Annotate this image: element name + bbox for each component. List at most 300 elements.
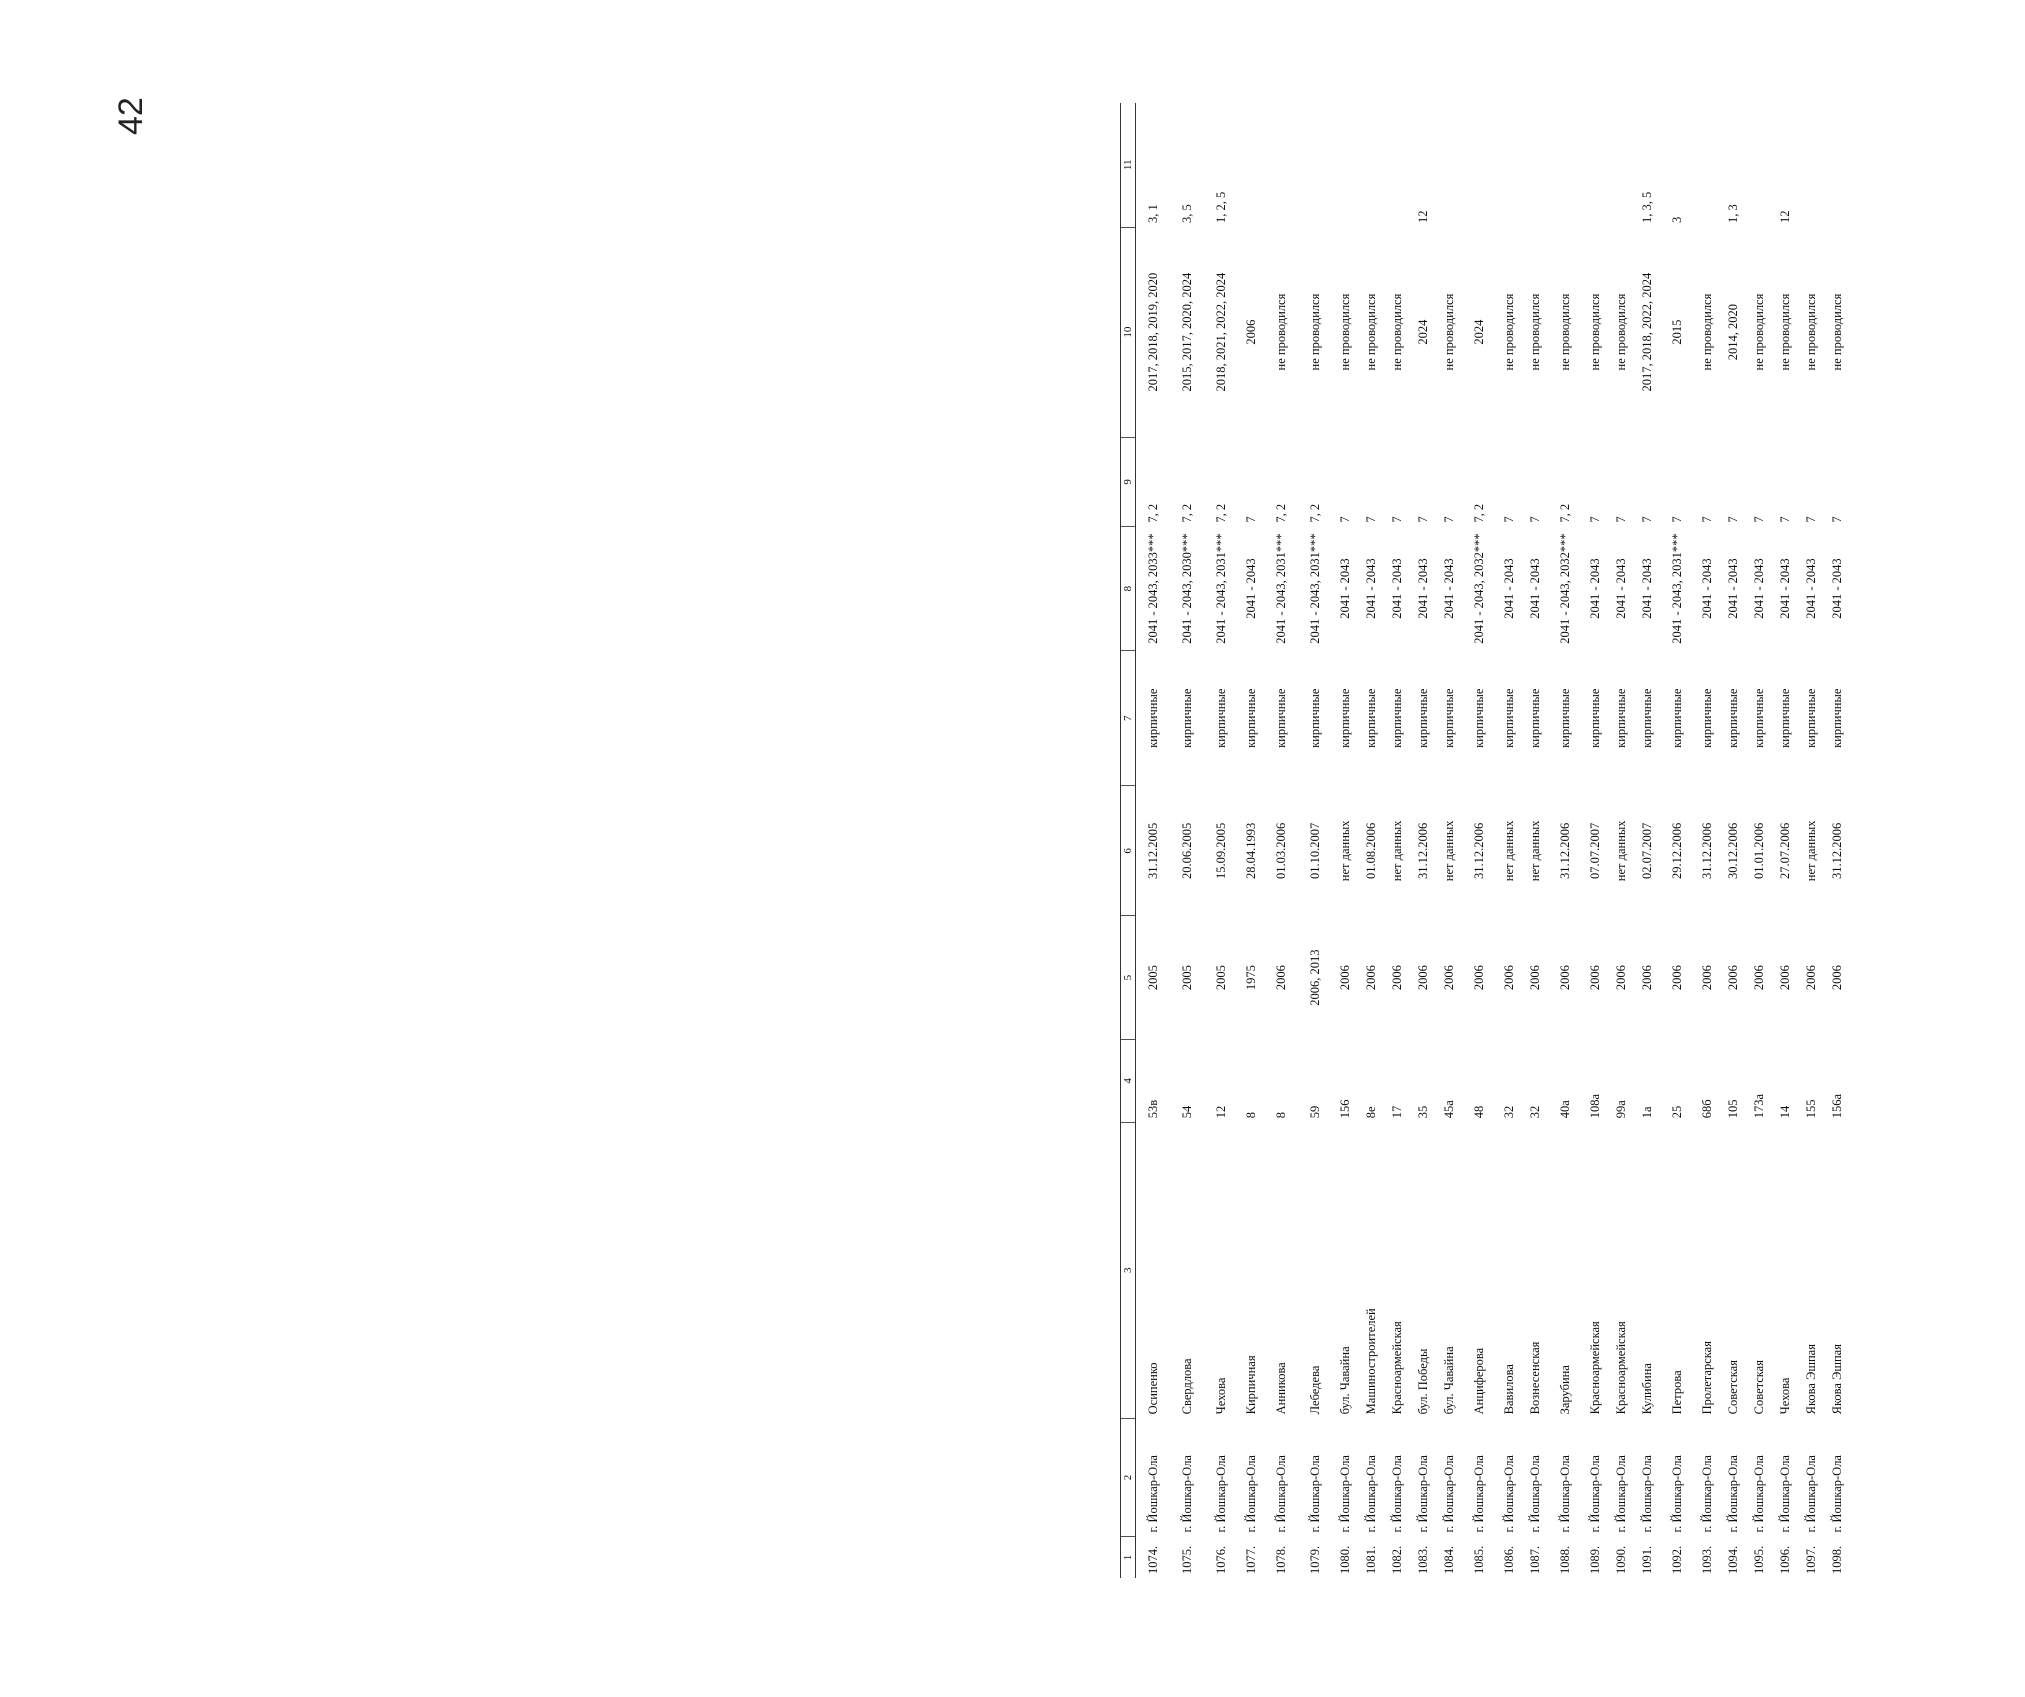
commissioning-date-cell: 01.08.2006 bbox=[1364, 822, 1378, 879]
column-9-cell: 7 bbox=[1726, 516, 1740, 523]
commissioning-date-cell: нет данных bbox=[1528, 820, 1542, 882]
planned-period-cell: 2041 - 2043 bbox=[1528, 558, 1542, 619]
table-row bbox=[1522, 103, 1548, 1578]
wall-material-cell: кирпичные bbox=[1338, 688, 1352, 748]
year-built-cell: 2006 bbox=[1700, 965, 1714, 991]
column-11-cell bbox=[1436, 103, 1462, 227]
city-cell: г. Йошкар-Ола bbox=[1804, 1455, 1818, 1533]
street-cell: бул. Чавайна bbox=[1442, 1346, 1456, 1415]
column-9-cell: 7, 2 bbox=[1472, 503, 1486, 523]
column-9-cell: 7 bbox=[1244, 516, 1258, 523]
row-number: 1077. bbox=[1244, 1545, 1258, 1574]
city-cell: г. Йошкар-Ола bbox=[1308, 1455, 1322, 1533]
row-number: 1091. bbox=[1640, 1545, 1654, 1574]
column-9-cell: 7 bbox=[1390, 516, 1404, 523]
table-row bbox=[1264, 103, 1298, 1578]
wall-material-cell: кирпичные bbox=[1726, 688, 1740, 748]
planned-period-cell: 2041 - 2043 bbox=[1338, 558, 1352, 619]
city-cell: г. Йошкар-Ола bbox=[1778, 1455, 1792, 1533]
street-cell: Пролетарская bbox=[1700, 1341, 1714, 1415]
table-row bbox=[1384, 103, 1410, 1578]
row-number: 1083. bbox=[1416, 1545, 1430, 1574]
city-cell: г. Йошкар-Ола bbox=[1588, 1455, 1602, 1533]
row-number: 1085. bbox=[1472, 1545, 1486, 1574]
city-cell: г. Йошкар-Ола bbox=[1726, 1455, 1740, 1533]
column-9-cell: 7 bbox=[1640, 516, 1654, 523]
city-cell: г. Йошкар-Ола bbox=[1502, 1455, 1516, 1533]
table-row bbox=[1634, 103, 1660, 1578]
city-cell: г. Йошкар-Ола bbox=[1274, 1455, 1288, 1533]
repair-years-cell: 2017, 2018, 2022, 2024 bbox=[1640, 272, 1654, 392]
repair-years-cell: не проводился bbox=[1558, 293, 1572, 371]
planned-period-cell: 2041 - 2043 bbox=[1700, 558, 1714, 619]
table-row bbox=[1694, 103, 1720, 1578]
planned-period-cell: 2041 - 2043, 2030*** bbox=[1180, 533, 1194, 644]
commissioning-date-cell: 31.12.2006 bbox=[1700, 822, 1714, 879]
commissioning-date-cell: 07.07.2007 bbox=[1588, 822, 1602, 879]
column-11-cell bbox=[1798, 103, 1824, 227]
column-number-row bbox=[1121, 103, 1136, 1578]
street-cell: Свердлова bbox=[1180, 1358, 1194, 1415]
column-11-cell: 3, 1 bbox=[1146, 204, 1160, 224]
house-number-cell: 1а bbox=[1640, 1106, 1654, 1119]
row-number: 1088. bbox=[1558, 1545, 1572, 1574]
city-cell: г. Йошкар-Ола bbox=[1558, 1455, 1572, 1533]
repair-years-cell: не проводился bbox=[1364, 293, 1378, 371]
column-number-10: 10 bbox=[1121, 227, 1136, 437]
wall-material-cell: кирпичные bbox=[1308, 688, 1322, 748]
house-number-cell: 105 bbox=[1726, 1099, 1740, 1119]
column-9-cell: 7 bbox=[1614, 516, 1628, 523]
planned-period-cell: 2041 - 2043 bbox=[1244, 558, 1258, 619]
column-number-3: 3 bbox=[1121, 1122, 1136, 1418]
row-number: 1096. bbox=[1778, 1545, 1792, 1574]
column-9-cell: 7 bbox=[1588, 516, 1602, 523]
wall-material-cell: кирпичные bbox=[1146, 688, 1160, 748]
row-number: 1090. bbox=[1614, 1545, 1628, 1574]
house-number-cell: 35 bbox=[1416, 1105, 1430, 1119]
year-built-cell: 2006 bbox=[1614, 965, 1628, 991]
column-9-cell: 7, 2 bbox=[1214, 503, 1228, 523]
year-built-cell: 2006 bbox=[1274, 965, 1288, 991]
street-cell: Советская bbox=[1752, 1360, 1766, 1415]
commissioning-date-cell: нет данных bbox=[1502, 820, 1516, 882]
planned-period-cell: 2041 - 2043 bbox=[1390, 558, 1404, 619]
year-built-cell: 2006 bbox=[1726, 965, 1740, 991]
planned-period-cell: 2041 - 2043, 2031*** bbox=[1308, 533, 1322, 644]
column-11-cell bbox=[1264, 103, 1298, 227]
city-cell: г. Йошкар-Ола bbox=[1830, 1455, 1844, 1533]
street-cell: Якова Эшпая bbox=[1804, 1344, 1818, 1415]
repair-years-cell: 2006 bbox=[1244, 319, 1258, 345]
column-number-9: 9 bbox=[1121, 437, 1136, 527]
house-number-cell: 8е bbox=[1364, 1106, 1378, 1119]
planned-period-cell: 2041 - 2043 bbox=[1442, 558, 1456, 619]
repair-years-cell: не проводился bbox=[1308, 293, 1322, 371]
street-cell: Красноармейская bbox=[1390, 1321, 1404, 1415]
column-9-cell: 7 bbox=[1830, 516, 1844, 523]
row-number: 1095. bbox=[1752, 1545, 1766, 1574]
year-built-cell: 2006 bbox=[1338, 965, 1352, 991]
column-number-11: 11 bbox=[1121, 103, 1136, 227]
column-11-cell bbox=[1548, 103, 1582, 227]
repair-years-cell: не проводился bbox=[1274, 293, 1288, 371]
wall-material-cell: кирпичные bbox=[1244, 688, 1258, 748]
column-11-cell bbox=[1496, 103, 1522, 227]
wall-material-cell: кирпичные bbox=[1804, 688, 1818, 748]
wall-material-cell: кирпичные bbox=[1214, 688, 1228, 748]
house-number-cell: 12 bbox=[1214, 1105, 1228, 1119]
column-11-cell bbox=[1522, 103, 1548, 227]
column-9-cell: 7 bbox=[1804, 516, 1818, 523]
column-number-6: 6 bbox=[1121, 786, 1136, 916]
column-11-cell bbox=[1824, 103, 1850, 227]
repair-years-cell: не проводился bbox=[1588, 293, 1602, 371]
repair-years-cell: не проводился bbox=[1752, 293, 1766, 371]
street-cell: Чехова bbox=[1214, 1377, 1228, 1415]
wall-material-cell: кирпичные bbox=[1364, 688, 1378, 748]
column-11-cell: 1, 2, 5 bbox=[1214, 191, 1228, 224]
column-11-cell: 1, 3 bbox=[1726, 204, 1740, 224]
column-9-cell: 7, 2 bbox=[1274, 503, 1288, 523]
city-cell: г. Йошкар-Ола bbox=[1752, 1455, 1766, 1533]
commissioning-date-cell: 27.07.2006 bbox=[1778, 822, 1792, 879]
commissioning-date-cell: 01.01.2006 bbox=[1752, 822, 1766, 879]
column-11-cell: 3 bbox=[1670, 216, 1684, 224]
commissioning-date-cell: 28.04.1993 bbox=[1244, 822, 1258, 879]
repair-years-cell: 2014, 2020 bbox=[1726, 303, 1740, 361]
city-cell: г. Йошкар-Ола bbox=[1338, 1455, 1352, 1533]
column-9-cell: 7 bbox=[1670, 516, 1684, 523]
house-number-cell: 54 bbox=[1180, 1105, 1194, 1119]
house-number-cell: 25 bbox=[1670, 1105, 1684, 1119]
row-number: 1076. bbox=[1214, 1545, 1228, 1574]
wall-material-cell: кирпичные bbox=[1180, 688, 1194, 748]
year-built-cell: 2006 bbox=[1670, 965, 1684, 991]
column-9-cell: 7 bbox=[1528, 516, 1542, 523]
planned-period-cell: 2041 - 2043 bbox=[1804, 558, 1818, 619]
column-11-cell bbox=[1582, 103, 1608, 227]
street-cell: Кулибина bbox=[1640, 1363, 1654, 1415]
wall-material-cell: кирпичные bbox=[1670, 688, 1684, 748]
city-cell: г. Йошкар-Ола bbox=[1416, 1455, 1430, 1533]
planned-period-cell: 2041 - 2043, 2031*** bbox=[1670, 533, 1684, 644]
year-built-cell: 2006 bbox=[1502, 965, 1516, 991]
commissioning-date-cell: 15.09.2005 bbox=[1214, 822, 1228, 879]
column-11-cell: 12 bbox=[1416, 210, 1430, 224]
column-number-7: 7 bbox=[1121, 651, 1136, 786]
planned-period-cell: 2041 - 2043 bbox=[1416, 558, 1430, 619]
column-9-cell: 7 bbox=[1778, 516, 1792, 523]
planned-period-cell: 2041 - 2043, 2032*** bbox=[1472, 533, 1486, 644]
year-built-cell: 2005 bbox=[1180, 965, 1194, 991]
street-cell: Осипенко bbox=[1146, 1362, 1160, 1415]
planned-period-cell: 2041 - 2043, 2032*** bbox=[1558, 533, 1572, 644]
table-row bbox=[1746, 103, 1772, 1578]
street-cell: Чехова bbox=[1778, 1377, 1792, 1415]
city-cell: г. Йошкар-Ола bbox=[1670, 1455, 1684, 1533]
repair-years-cell: не проводился bbox=[1390, 293, 1404, 371]
row-number: 1079. bbox=[1308, 1545, 1322, 1574]
row-number: 1075. bbox=[1180, 1545, 1194, 1574]
house-number-cell: 32 bbox=[1502, 1105, 1516, 1119]
commissioning-date-cell: нет данных bbox=[1390, 820, 1404, 882]
commissioning-date-cell: нет данных bbox=[1338, 820, 1352, 882]
column-9-cell: 7, 2 bbox=[1308, 503, 1322, 523]
column-9-cell: 7 bbox=[1752, 516, 1766, 523]
city-cell: г. Йошкар-Ола bbox=[1214, 1455, 1228, 1533]
planned-period-cell: 2041 - 2043 bbox=[1364, 558, 1378, 619]
planned-period-cell: 2041 - 2043 bbox=[1752, 558, 1766, 619]
commissioning-date-cell: 30.12.2006 bbox=[1726, 822, 1740, 879]
street-cell: Красноармейская bbox=[1614, 1321, 1628, 1415]
repair-years-cell: 2024 bbox=[1472, 319, 1486, 345]
table-row bbox=[1238, 103, 1264, 1578]
house-number-cell: 99а bbox=[1614, 1100, 1628, 1119]
table-row bbox=[1136, 103, 1171, 1578]
column-11-cell bbox=[1358, 103, 1384, 227]
column-number-2: 2 bbox=[1121, 1418, 1136, 1536]
planned-period-cell: 2041 - 2043, 2033*** bbox=[1146, 533, 1160, 644]
repair-years-cell: 2018, 2021, 2022, 2024 bbox=[1214, 272, 1228, 392]
planned-period-cell: 2041 - 2043, 2031*** bbox=[1214, 533, 1228, 644]
year-built-cell: 2006 bbox=[1558, 965, 1572, 991]
year-built-cell: 2006 bbox=[1752, 965, 1766, 991]
repair-years-cell: 2017, 2018, 2019, 2020 bbox=[1146, 272, 1160, 392]
wall-material-cell: кирпичные bbox=[1830, 688, 1844, 748]
wall-material-cell: кирпичные bbox=[1416, 688, 1430, 748]
year-built-cell: 2006 bbox=[1778, 965, 1792, 991]
street-cell: Кирпичная bbox=[1244, 1355, 1258, 1415]
street-cell: бул. Чавайна bbox=[1338, 1346, 1352, 1415]
street-cell: Вознесенская bbox=[1528, 1341, 1542, 1415]
city-cell: г. Йошкар-Ола bbox=[1700, 1455, 1714, 1533]
commissioning-date-cell: 20.06.2005 bbox=[1180, 822, 1194, 879]
column-number-5: 5 bbox=[1121, 916, 1136, 1040]
planned-period-cell: 2041 - 2043 bbox=[1726, 558, 1740, 619]
row-number: 1092. bbox=[1670, 1545, 1684, 1574]
city-cell: г. Йошкар-Ола bbox=[1390, 1455, 1404, 1533]
year-built-cell: 2006 bbox=[1528, 965, 1542, 991]
column-11-cell: 1, 3, 5 bbox=[1640, 191, 1654, 224]
table-row bbox=[1582, 103, 1608, 1578]
commissioning-date-cell: нет данных bbox=[1442, 820, 1456, 882]
city-cell: г. Йошкар-Ола bbox=[1180, 1455, 1194, 1533]
repair-years-cell: 2015 bbox=[1670, 319, 1684, 345]
column-9-cell: 7 bbox=[1364, 516, 1378, 523]
year-built-cell: 2006 bbox=[1416, 965, 1430, 991]
commissioning-date-cell: 01.03.2006 bbox=[1274, 822, 1288, 879]
column-number-1: 1 bbox=[1121, 1537, 1136, 1578]
commissioning-date-cell: 02.07.2007 bbox=[1640, 822, 1654, 879]
house-number-cell: 53в bbox=[1146, 1099, 1160, 1119]
house-number-cell: 48 bbox=[1472, 1105, 1486, 1119]
year-built-cell: 2005 bbox=[1214, 965, 1228, 991]
table-row bbox=[1772, 103, 1798, 1578]
table-row bbox=[1204, 103, 1238, 1578]
wall-material-cell: кирпичные bbox=[1558, 688, 1572, 748]
row-number: 1093. bbox=[1700, 1545, 1714, 1574]
repair-years-cell: не проводился bbox=[1502, 293, 1516, 371]
table-row bbox=[1824, 103, 1850, 1578]
house-number-cell: 59 bbox=[1308, 1105, 1322, 1119]
planned-period-cell: 2041 - 2043 bbox=[1614, 558, 1628, 619]
repair-years-cell: не проводился bbox=[1338, 293, 1352, 371]
house-number-cell: 8 bbox=[1244, 1111, 1258, 1119]
city-cell: г. Йошкар-Ола bbox=[1614, 1455, 1628, 1533]
city-cell: г. Йошкар-Ола bbox=[1472, 1455, 1486, 1533]
city-cell: г. Йошкар-Ола bbox=[1442, 1455, 1456, 1533]
column-11-cell bbox=[1332, 103, 1358, 227]
column-11-cell bbox=[1462, 103, 1496, 227]
street-cell: Зарубина bbox=[1558, 1365, 1572, 1415]
table-body bbox=[1136, 103, 1851, 1578]
wall-material-cell: кирпичные bbox=[1588, 688, 1602, 748]
year-built-cell: 2005 bbox=[1146, 965, 1160, 991]
street-cell: бул. Победы bbox=[1416, 1348, 1430, 1415]
table-row bbox=[1660, 103, 1694, 1578]
planned-period-cell: 2041 - 2043 bbox=[1778, 558, 1792, 619]
row-number: 1084. bbox=[1442, 1545, 1456, 1574]
repair-years-cell: не проводился bbox=[1700, 293, 1714, 371]
repair-years-cell: не проводился bbox=[1528, 293, 1542, 371]
house-number-cell: 156а bbox=[1830, 1093, 1844, 1119]
street-cell: Якова Эшпая bbox=[1830, 1344, 1844, 1415]
wall-material-cell: кирпичные bbox=[1778, 688, 1792, 748]
column-11-cell bbox=[1746, 103, 1772, 227]
table-row bbox=[1298, 103, 1332, 1578]
year-built-cell: 2006 bbox=[1472, 965, 1486, 991]
street-cell: Красноармейская bbox=[1588, 1321, 1602, 1415]
column-9-cell: 7 bbox=[1442, 516, 1456, 523]
column-11-cell bbox=[1608, 103, 1634, 227]
row-number: 1080. bbox=[1338, 1545, 1352, 1574]
year-built-cell: 1975 bbox=[1244, 965, 1258, 991]
wall-material-cell: кирпичные bbox=[1614, 688, 1628, 748]
repair-years-cell: не проводился bbox=[1804, 293, 1818, 371]
commissioning-date-cell: 01.10.2007 bbox=[1308, 822, 1322, 879]
commissioning-date-cell: 29.12.2006 bbox=[1670, 822, 1684, 879]
house-number-cell: 45а bbox=[1442, 1100, 1456, 1119]
row-number: 1086. bbox=[1502, 1545, 1516, 1574]
year-built-cell: 2006 bbox=[1588, 965, 1602, 991]
wall-material-cell: кирпичные bbox=[1442, 688, 1456, 748]
street-cell: Анникова bbox=[1274, 1362, 1288, 1415]
street-cell: Советская bbox=[1726, 1360, 1740, 1415]
house-number-cell: 17 bbox=[1390, 1105, 1404, 1119]
rotated-table-container bbox=[1120, 103, 2025, 1578]
row-number: 1087. bbox=[1528, 1545, 1542, 1574]
column-9-cell: 7 bbox=[1338, 516, 1352, 523]
row-number: 1078. bbox=[1274, 1545, 1288, 1574]
street-cell: Петрова bbox=[1670, 1370, 1684, 1415]
row-number: 1094. bbox=[1726, 1545, 1740, 1574]
year-built-cell: 2006 bbox=[1442, 965, 1456, 991]
table-row bbox=[1496, 103, 1522, 1578]
wall-material-cell: кирпичные bbox=[1700, 688, 1714, 748]
table-row bbox=[1720, 103, 1746, 1578]
city-cell: г. Йошкар-Ола bbox=[1528, 1455, 1542, 1533]
column-9-cell: 7 bbox=[1700, 516, 1714, 523]
table-row bbox=[1332, 103, 1358, 1578]
street-cell: Лебедева bbox=[1308, 1365, 1322, 1415]
city-cell: г. Йошкар-Ола bbox=[1146, 1455, 1160, 1533]
column-11-cell bbox=[1298, 103, 1332, 227]
column-number-8: 8 bbox=[1121, 527, 1136, 651]
row-number: 1097. bbox=[1804, 1545, 1818, 1574]
table-row bbox=[1170, 103, 1204, 1578]
planned-period-cell: 2041 - 2043 bbox=[1640, 558, 1654, 619]
column-11-cell: 12 bbox=[1778, 210, 1792, 224]
housing-register-table bbox=[1120, 103, 1850, 1578]
repair-years-cell: 2024 bbox=[1416, 319, 1430, 345]
commissioning-date-cell: 31.12.2005 bbox=[1146, 822, 1160, 879]
repair-years-cell: 2015, 2017, 2020, 2024 bbox=[1180, 272, 1194, 392]
row-number: 1074. bbox=[1146, 1545, 1160, 1574]
year-built-cell: 2006 bbox=[1804, 965, 1818, 991]
planned-period-cell: 2041 - 2043, 2031*** bbox=[1274, 533, 1288, 644]
city-cell: г. Йошкар-Ола bbox=[1244, 1455, 1258, 1533]
year-built-cell: 2006 bbox=[1830, 965, 1844, 991]
house-number-cell: 156 bbox=[1338, 1099, 1352, 1119]
row-number: 1081. bbox=[1364, 1545, 1378, 1574]
wall-material-cell: кирпичные bbox=[1640, 688, 1654, 748]
table-row bbox=[1548, 103, 1582, 1578]
repair-years-cell: не проводился bbox=[1830, 293, 1844, 371]
year-built-cell: 2006 bbox=[1390, 965, 1404, 991]
house-number-cell: 108а bbox=[1588, 1093, 1602, 1119]
street-cell: Вавилова bbox=[1502, 1364, 1516, 1415]
wall-material-cell: кирпичные bbox=[1752, 688, 1766, 748]
column-number-4: 4 bbox=[1121, 1040, 1136, 1123]
column-9-cell: 7, 2 bbox=[1180, 503, 1194, 523]
planned-period-cell: 2041 - 2043 bbox=[1588, 558, 1602, 619]
commissioning-date-cell: 31.12.2006 bbox=[1830, 822, 1844, 879]
table-row bbox=[1798, 103, 1824, 1578]
repair-years-cell: не проводился bbox=[1778, 293, 1792, 371]
column-9-cell: 7, 2 bbox=[1146, 503, 1160, 523]
commissioning-date-cell: 31.12.2006 bbox=[1472, 822, 1486, 879]
table-header bbox=[1121, 103, 1136, 1578]
commissioning-date-cell: нет данных bbox=[1804, 820, 1818, 882]
column-11-cell bbox=[1384, 103, 1410, 227]
house-number-cell: 173а bbox=[1752, 1093, 1766, 1119]
row-number: 1089. bbox=[1588, 1545, 1602, 1574]
wall-material-cell: кирпичные bbox=[1390, 688, 1404, 748]
house-number-cell: 68б bbox=[1700, 1099, 1714, 1119]
commissioning-date-cell: 31.12.2006 bbox=[1558, 822, 1572, 879]
house-number-cell: 14 bbox=[1778, 1105, 1792, 1119]
repair-years-cell: не проводился bbox=[1442, 293, 1456, 371]
table-row bbox=[1462, 103, 1496, 1578]
city-cell: г. Йошкар-Ола bbox=[1640, 1455, 1654, 1533]
planned-period-cell: 2041 - 2043 bbox=[1830, 558, 1844, 619]
row-number: 1098. bbox=[1830, 1545, 1844, 1574]
page-number: 42 bbox=[112, 97, 150, 135]
table-row bbox=[1410, 103, 1436, 1578]
wall-material-cell: кирпичные bbox=[1502, 688, 1516, 748]
year-built-cell: 2006 bbox=[1640, 965, 1654, 991]
column-9-cell: 7 bbox=[1416, 516, 1430, 523]
wall-material-cell: кирпичные bbox=[1274, 688, 1288, 748]
house-number-cell: 40а bbox=[1558, 1100, 1572, 1119]
column-9-cell: 7, 2 bbox=[1558, 503, 1572, 523]
repair-years-cell: не проводился bbox=[1614, 293, 1628, 371]
column-11-cell: 3, 5 bbox=[1180, 204, 1194, 224]
city-cell: г. Йошкар-Ола bbox=[1364, 1455, 1378, 1533]
row-number: 1082. bbox=[1390, 1545, 1404, 1574]
commissioning-date-cell: 31.12.2006 bbox=[1416, 822, 1430, 879]
